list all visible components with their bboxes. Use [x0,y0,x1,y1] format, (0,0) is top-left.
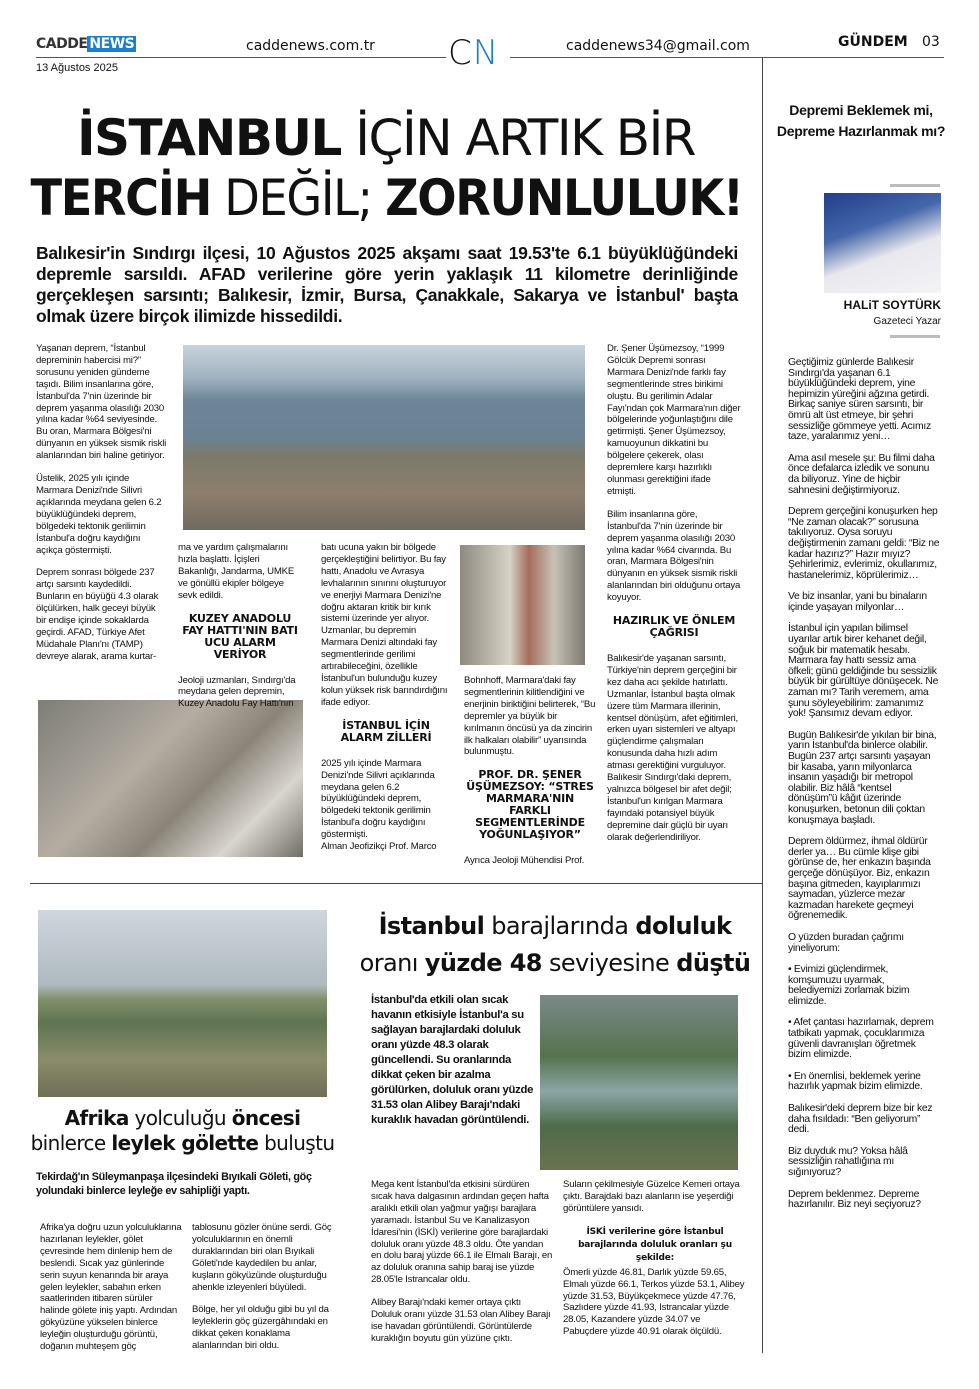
paragraph: Deprem sonrası bölgede 237 artçı sarsıntı kaydedildi. Bunların en büyüğü 4.3 olarak ölçülürken, halk geceyi büyük bir endişe içinde sokaklarda geçirdi. AFAD, Türkiye Afet Müdahale Planı'nı (TAMP) devreye alarak, arama kurtar- [36,567,159,662]
headline-part: öncesi [231,1106,301,1130]
headline-part: İstanbul [378,912,485,940]
paragraph: Yaşanan deprem, “İstanbul depreminin habercisi mi?” sorusunu yeniden gündeme taşıdı. Bilim insanlarına göre, İstanbul'da 7'nin üzerinde bir deprem yaşanma olasılığı 2030 yılına kadar %64 seviyesinde. Bu oran, Marmara Bölgesi'ni dünyanın en yüksek sismik riskli alanlarından biri haline getiriyor. [36,343,167,462]
headline-line [355,908,755,945]
paragraph: Afrika'ya doğru uzun yolculuklarına hazırlanan leylekler, gölet çevresinde hem dinlenip hem de beslendi. Sıcak yaz günlerinde serin suyun kenarında bir araya gelen leylekler, sabahın erken saatlerinden itibaren sürüler halinde gölete iniş yaptı. Ardından gökyüzüne yükselen binlerce leyleğin oluşturduğu görüntü, doğanın muhteşem göç [40,1222,182,1353]
subheading: İSTANBUL İÇİN ALARM ZİLLERİ [340,718,432,744]
headline-line [30,1131,335,1156]
paragraph: Bugün Balıkesir'de yıkılan bir bina, yarın İstanbul'da binlerce olabilir. Bugün 237 artçı sarsıntı yaşayan bir kasaba, yarın milyonlarca insanın yaşadığı bir metropol olabilir. Biz hâlâ “kentsel dönüşüm”ü kâğıt üzerinde konuşurken, betonun dili çoktan konuşmaya başladı. [788,729,937,826]
headline-part: Afrika [64,1106,129,1130]
subheading: HAZIRLIK VE ÖNLEM ÇAĞRISI [612,614,736,640]
column-body [788,358,940,1222]
paragraph: Deprem beklenmez. Depreme hazırlanılır. Biz neyi seçiyoruz? [788,1188,921,1211]
paragraph: 2025 yılı içinde Marmara Denizi'nde Silivri açıklarında meydana gelen 6.2 büyüklüğündeki deprem, bölgedeki tektonik gerilimin İstanbul'a doğru kaydığını göstermişti. Alman Jeofizikçi Prof. Marco [321,757,437,853]
bullet-item: • Evimizi güçlendirmek, komşumuzu uyarmak, belediyemizi zorlamak bizim elimizde. [788,964,910,1007]
main-lead: Balıkesir'in Sındırgı ilçesi, 10 Ağustos 2025 akşamı saat 19.53'te 6.1 büyüklüğündeki depremle sarsıldı. AFAD verilerine göre yerin yaklaşık 11 kilometre derinliğinde gerçekleşen sarsıntı; Balıkesir, İzmir, Bursa, Çanakkale, Sakarya ve İstanbul' başta olmak üzere birçok ilimizde hissedildi. [36,243,738,326]
column-divider [762,58,763,1353]
paragraph: İstanbul için yapılan bilimsel uyarılar artık birer kehanet değil, soğuk bir matematik hesabı. Marmara fay hattı sessiz ama öfkeli; günü geldiğinde bu sessizlik büyük bir gürültüye dönüşecek. Ne zaman mı? Tarih veremem, ama şunu söyleyebilirim: zamanımız yok! Şansımız devam ediyor. [788,623,939,720]
headline-part: DEĞİL; [210,169,385,227]
storks-headline [30,1106,335,1156]
article-column-4 [464,675,596,878]
header-rule-left [36,57,446,58]
headline-line-inner [30,168,742,228]
paragraph: Ayrıca Jeoloji Mühendisi Prof. [464,855,585,867]
section-divider [30,883,762,884]
headline-part: yüzde 48 [424,949,542,977]
bullet-item: • Afet çantası hazırlamak, deprem tatbikatı yapmak, çocuklarımıza güvenli davranışları öğretmek bizim elimizde. [788,1017,934,1061]
article-column-3 [321,542,451,864]
headline-line-inner [65,1106,301,1131]
paragraph: Balıkesir'de yaşanan sarsıntı, Türkiye'nin deprem gerçeğini bir kez daha acı şekilde hatırlattı. Uzmanlar, İstanbul başta olmak üzere tüm Marmara illerinin, kentsel dönüşüm, afet eğitimleri, erken uyarı sistemleri ve altyapı güçlendirme çalışmaları konusunda daha hızlı adım atması gerektiğini vurguluyor. Balıkesir Sındırgı'daki deprem, yalnızca bölgesel bir afet değil; İstanbul'un kırılgan Marmara fayındaki potansiyel büyük depremine dair güçlü bir uyarı olarak değerlendiriliyor. [607,653,738,843]
article-column-5 [607,343,741,855]
article-column-2 [178,542,302,721]
main-headline [30,108,742,228]
istanbul-aerial-photo [183,345,585,530]
paragraph: ma ve yardım çalışmalarını hızla başlattı. İçişleri Bakanlığı, Jandarma, UMKE ve gönüllü ekipler bölgeye sevk edildi. [178,542,295,601]
headline-line-inner [31,1131,335,1156]
paragraph: O yüzden buradan çağrımı yineliyorum: [788,931,904,954]
headline-part: seviyesine [541,949,677,977]
paragraph: Alibey Barajı'ndaki kemer ortaya çıktı Doluluk oranı yüzde 31.53 olan Alibey Barajı ise havadan görüntülendi. Görüntülerde kuraklığın boyutu gün yüzüne çıktı. [371,1297,551,1344]
subheading: İSKİ verilerine göre İstanbul barajlarında doluluk oranları şu şekilde: [578,1226,732,1263]
paragraph: Dr. Şener Üşümezsoy, “1999 Gölcük Depremi sonrası Marmara Denizi'nde farklı fay segmentlerinde stres birikimi oluştu. Bu gerilimin Adalar Fayı'ndan çok Marmara'nın diğer bölgelerinde yoğunlaştığını dile getirmişti. Şener Üşümezsoy, kamuoyunun dikkatini bu bölgelere çekerek, olası depremlere karşı hazırlıklı olunması gerektiğini ifade etmişti. [607,343,741,497]
headline-part: binlerce [30,1131,112,1155]
paragraph: Jeoloji uzmanları, Sındırgı'da meydana gelen depremin, Kuzey Anadolu Fay Hattı'nın [178,674,296,710]
headline-line [30,1106,335,1131]
bullet-item: • En önemlisi, beklemek yerine hazırlık yapmak bizim elimizde. [788,1070,923,1093]
section-label: GÜNDEM [838,34,908,50]
paragraph: Bölge, her yıl olduğu gibi bu yıl da leyleklerin göç güzergâhındaki en dikkat çeken konaklama alanlarından biri oldu. [192,1304,329,1352]
headline-part: TERCİH [30,169,211,227]
paragraph: Bohnhoff, Marmara'daki fay segmentlerinin kilitlendiğini ve enerjinin biriktiğini belirterek, “Bu depremler ya büyük bir kırılmanın öncüsü ya da zincirin ilk halkaları olabilir” uyarısında bulunmuştu. [464,675,596,758]
headline-part: doluluk [635,912,732,940]
columnist-photo [824,193,941,293]
headline-line-inner [360,945,751,982]
logo-text-cadde: CADDE [36,36,88,52]
storks-column-1 [40,1222,182,1364]
dam-levels-list: Ömerli yüzde 46.81, Darlık yüzde 59.65, Elmalı yüzde 66.1, Terkos yüzde 53.1, Alibey yüzde 31.53, Büyükçekmece yüzde 47.76, Sazlıdere yüzde 41.93, Istrancalar yüzde 28.05, Kazandere yüzde 34.07 ve Pabuçdere yüzde 40.91 olarak ölçüldü. [563,1266,745,1338]
headline-part: oranı [359,949,425,977]
website-link[interactable]: caddenews.com.tr [246,38,375,54]
paragraph: batı ucuna yakın bir bölgede gerçekleştiğini belirtiyor. Bu fay hattı, Anadolu ve Avrasya levhalarının sınırını oluşturuyor ve enerjiyi Marmara Denizi'ne doğru aktaran kritik bir kırık sistemi üzerinde yer alıyor. Uzmanlar, bu depremin Marmara Denizi altındaki fay segmentlerinde gerilimi artırabileceğini, özellikle İstanbul'un bulunduğu kuzey kolun yüksek risk barındırdığını ifade ediyor. [321,542,448,708]
headline-part: leylek gölette [111,1131,259,1155]
headline-line [355,945,755,982]
paragraph: Ama asıl mesele şu: Bu filmi daha önce defalarca izledik ve sonunu da biliyoruz. Yine de hiçbir sahnesini değiştirmiyoruz. [788,452,935,496]
masthead-logo[interactable] [36,36,136,52]
monogram-c: C [448,33,473,73]
dams-lead: İstanbul'da etkili olan sıcak havanın etkisiyle İstanbul'a su sağlayan barajlardaki doluluk oranı yüzde 48.3 olarak güncellendi. Su oranlarında dikkat çeken bir azalma görülürken, doluluk oranı yüzde 31.53 olan Alibey Barajı'ndaki kuraklık havadan görüntülendi. [371,994,534,1126]
storks-column-2 [192,1222,334,1363]
paragraph: Üstelik, 2025 yılı içinde Marmara Denizi'nde Silivri açıklarında meydana gelen 6.2 büyüklüğündeki deprem, bölgedeki tektonik gerilimin İstanbul'a doğru kaydığını açıkça göstermişti. [36,473,162,556]
header-rule-right [510,57,944,58]
paragraph: Ve biz insanlar, yani bu binaların içinde yaşayan milyonlar… [788,591,927,613]
headline-line-inner [77,108,695,168]
paragraph: Bilim insanlarına göre, İstanbul'da 7'nin üzerinde bir deprem yaşanma olasılığı 2030 yılına kadar %64 civarında. Bu oran, Marmara Bölgesi'nin dünyanın en yüksek sismik riskli alanlarından biri olduğunu ortaya koyuyor. [607,508,741,604]
headline-part: yolculuğu [128,1106,232,1130]
paragraph: Geçtiğimiz günlerde Balıkesir Sındırgı'da yaşanan 6.1 büyüklüğündeki deprem, yine hepimizin yüreğini ağzına getirdi. Birkaç saniye süren sarsıntı, bir ömrü alt üst etmeye, bir şehri sessizliğe gömmeye yetti. Acımız taze, yaralarımız yeni… [788,357,931,443]
column-rule-top [890,184,940,187]
storks-lead: Tekirdağ'ın Süleymanpaşa ilçesindeki Bıyıkali Göleti, göç yolundaki binlerce leyleğe ev sahipliği yaptı. [36,1171,312,1197]
dams-column-1 [371,1179,553,1356]
headline-part: barajlarında [484,912,636,940]
dams-headline [355,908,755,982]
column-title: Depremi Beklemek mi, Depreme Hazırlanmak mı? [776,102,946,139]
paragraph: Mega kent İstanbul'da etkisini sürdüren sıcak hava dalgasının ardından geçen hafta aralıklı etkili olan yağmur yağışı barajlara yaramadı. İstanbul Su ve Kanalizasyon İdaresi'nin (İSKİ) verilerine göre barajlardaki doluluk oranı yüzde 48.3 oldu. Öte yandan en dolu baraj yüzde 66.1 ile Elmalı Barajı, en az doluluk oranına sahip baraj ise yüzde 28.05'le Istrancalar oldu. [371,1179,553,1286]
headline-part: düştü [676,949,751,977]
headline-part: İSTANBUL [76,109,341,167]
storks-photo [38,910,327,1097]
headline-part: ZORUNLULUK! [384,169,743,227]
column-author: HALiT SOYTÜRK [843,298,941,312]
headline-line-inner [379,908,732,945]
column-author-role: Gazeteci Yazar [873,316,941,327]
paragraph: Deprem öldürmez, ihmal öldürür derler ya… Bu cümle klişe gibi görünse de, her enkazın başında gerçeğe dönüşüyor. Biz, enkazın başına gitmeden, kayıplarımızı saymadan, yüzlerce mezar kazmadan harekete geçmeyi öğrenemedik. [788,836,931,922]
subheading: PROF. DR. ŞENER ÜŞÜMEZSOY: “STRES MARMARA'NIN FARKLI SEGMENTLERİNDE YOĞUNLAŞIYOR” [466,768,594,842]
page-number: 03 [922,34,940,50]
column-rule-bottom [890,335,940,338]
headline-part: buluştu [258,1131,335,1155]
paragraph: Balıkesir'deki deprem bize bir kez daha fısıldadı: “Ben geliyorum” dedi. [788,1103,933,1136]
article-column-1 [36,343,168,674]
paragraph: tablosunu gözler önüne serdi. Göç yolculuklarının en önemli duraklarından biri olan Bıyıkali Göleti'nde kaydedilen bu anlar, kuşların gökyüzünde oluşturduğu ahenkle izleyenleri büyüledi. [192,1222,332,1293]
professor-portrait-photo [460,545,585,665]
header-monogram [448,34,499,72]
paragraph: Deprem gerçeğini konuşurken hep “Ne zaman olacak?” sorusuna takılıyoruz. Oysa soruyu değiştirmenin zamanı geldi: “Biz ne kadar hazırız?” Hazır mıyız? Şehirlerimiz, evlerimiz, okullarımız, hastanelerimiz, köprülerimiz… [788,506,940,581]
dams-column-2 [563,1179,747,1349]
headline-line [30,108,742,168]
subheading: KUZEY ANADOLU FAY HATTI'NIN BATI UCU ALARM VERİYOR [182,611,298,661]
issue-date: 13 Ağustos 2025 [36,62,118,74]
paragraph: Suların çekilmesiyle Güzelce Kemeri ortaya çıktı. Barajdaki bazı alanların ise yeşerdiği görüntülere yansıdı. [563,1179,740,1214]
paragraph: Biz duyduk mu? Yoksa hâlâ sessizliğin rahatlığına mı sığınıyoruz? [788,1145,908,1178]
earthquake-debris-photo [38,700,303,857]
alibey-dam-photo [540,995,738,1170]
headline-line [30,168,742,228]
monogram-n: N [472,33,500,73]
headline-part: İÇİN ARTIK BİR [340,109,696,167]
logo-text-news: NEWS [89,36,135,52]
email-link[interactable]: caddenews34@gmail.com [566,38,750,54]
